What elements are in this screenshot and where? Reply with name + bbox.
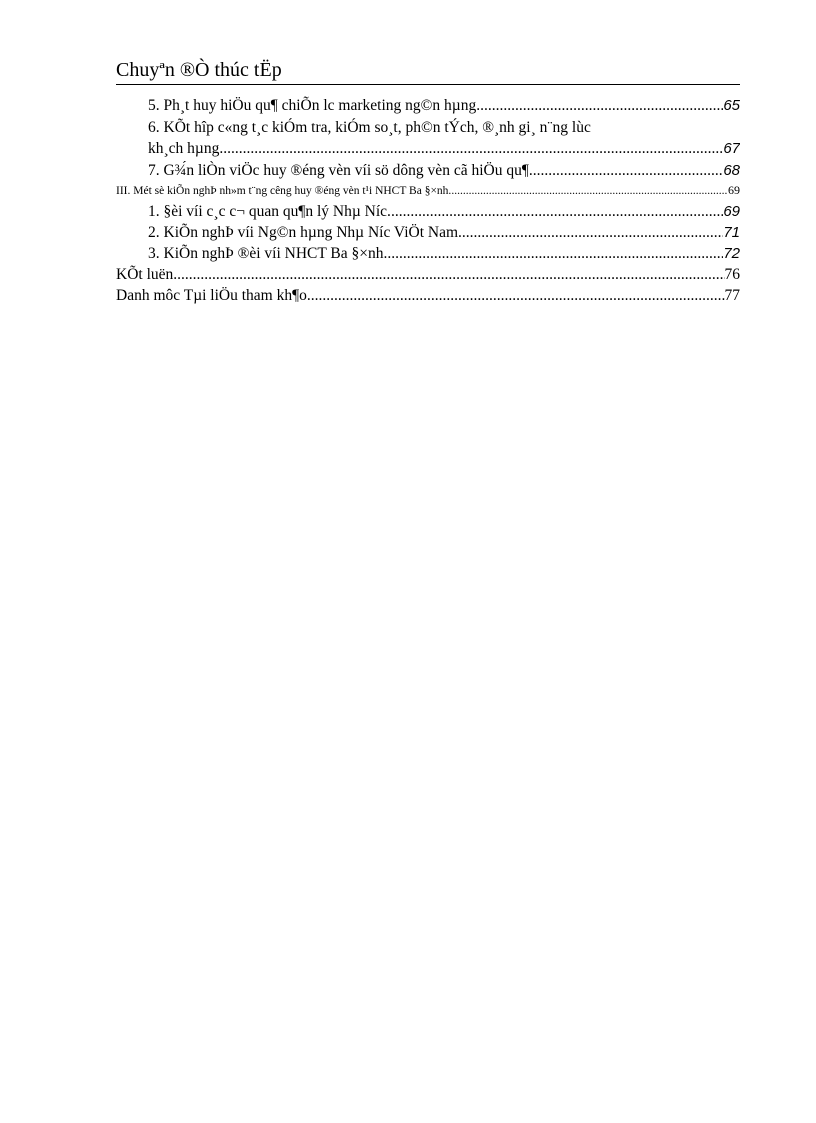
toc-entry-6-line1: 6. KÕt hîp c«ng t¸c kiÓm tra, kiÓm so¸t, ph©n tÝch, ®¸nh gi¸ n¨ng lùc: [148, 119, 591, 136]
page-header-title: Chuyªn ®Ò thúc tËp: [116, 59, 282, 81]
dot-leader: [223, 139, 723, 159]
dot-leader: [391, 202, 723, 222]
toc-entry-page: 65: [723, 97, 740, 114]
toc-entry-page: 77: [724, 287, 740, 304]
header-rule: [116, 84, 740, 85]
dot-leader: [451, 183, 728, 199]
dot-leader: [387, 244, 723, 264]
toc-entry-5: [148, 96, 740, 116]
toc-entry-ket-luan: [116, 265, 740, 285]
toc-entry-text: KÕt luën: [116, 266, 174, 283]
toc-entry-1: [148, 202, 740, 222]
toc-entry-text: Danh môc Tµi liÖu tham kh¶o: [116, 287, 307, 304]
dot-leader: [480, 96, 723, 116]
toc-entry-text: 3. KiÕn nghÞ ®èi víi NHCT Ba §×nh.: [148, 245, 388, 262]
toc-entry-text: III. Mét sè kiÕn nghÞ nh»m t¨ng cêng huy ®éng vèn t¹i NHCT Ba §×nh.: [116, 185, 452, 197]
toc-entry-page: 72: [723, 245, 740, 262]
toc-entry-text: 2. KiÕn nghÞ víi Ng©n hµng Nhµ Níc ViÖt Nam: [148, 224, 458, 241]
dot-leader: [529, 161, 723, 181]
toc-entry-6: [148, 139, 740, 159]
toc-entry-page: 69: [728, 183, 740, 197]
dot-leader: [458, 223, 723, 243]
toc-entry-7: [148, 161, 740, 181]
toc-entry-page: 67: [723, 140, 740, 157]
toc-entry-text: kh¸ch hµng.: [148, 140, 224, 157]
toc-entry-page: 69: [723, 203, 740, 220]
toc-entry-2: [148, 223, 740, 243]
dot-leader: [307, 286, 725, 306]
toc-entry-danh-muc: [116, 286, 740, 306]
dot-leader: [173, 265, 724, 285]
toc-entry-page: 68: [723, 162, 740, 179]
toc-entry-page: 76: [724, 266, 740, 283]
toc-entry-text: 5. Ph¸t huy hiÖu qu¶ chiÕn lc marketing ng©n hµng.: [148, 97, 481, 114]
toc-entry-page: 71: [723, 224, 740, 241]
toc-entry-3: [148, 244, 740, 264]
toc-entry-III: [116, 182, 740, 199]
toc-entry-text: 1. §èi víi c¸c c¬ quan qu¶n lý Nhµ Níc.: [148, 203, 391, 220]
toc-entry-text: 7. G¾́n liÒn viÖc huy ®éng vèn víi sö dông vèn cã hiÖu qu¶: [148, 162, 529, 179]
